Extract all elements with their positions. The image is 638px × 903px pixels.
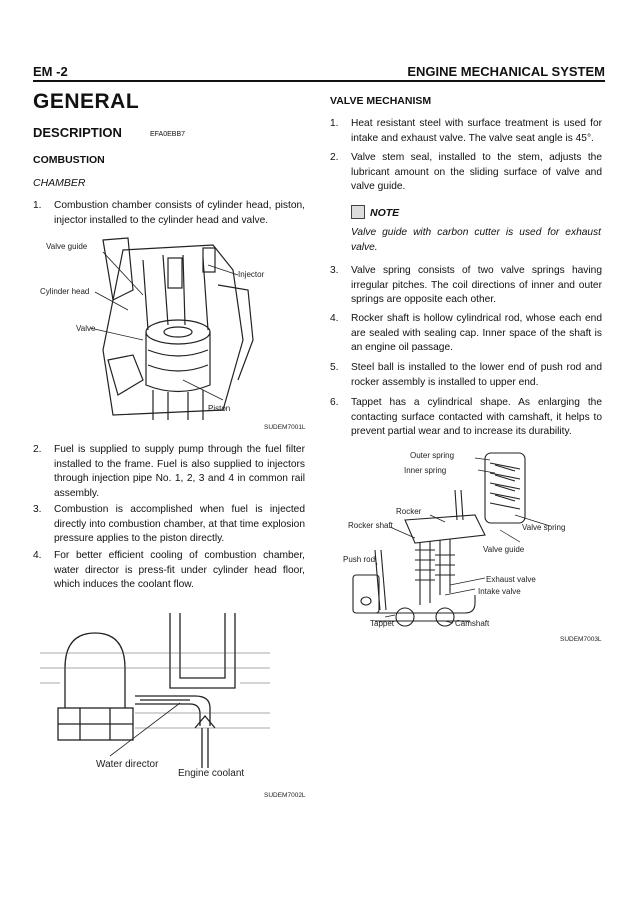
label-camshaft: Camshaft [455,619,490,628]
page-title: GENERAL [33,90,140,113]
label-outer-spring: Outer spring [410,451,455,460]
label-push-rod: Push rod [343,555,376,564]
description-heading: DESCRIPTION [33,125,122,140]
label-piston: Piston [208,404,231,413]
figure-code: SUDEM7002L [264,792,306,799]
description-code: EFA0EBB7 [150,131,186,138]
item-text: Heat resistant steel with surface treatment is used for intake and exhaust valve. The valve seat angle is 45°. [351,118,602,144]
label-rocker: Rocker [396,507,422,516]
item-text: Steel ball is installed to the lower end of push rod and rocker assembly is installed to upper end. [351,362,602,388]
item-number: 2. [330,152,339,163]
chapter-title: ENGINE MECHANICAL SYSTEM [407,64,605,79]
item-text: Combustion is accomplished when fuel is injected directly into combustion chamber, at that time explosion pressure applies to the piston directly. [54,504,305,544]
valve-mechanism-figure [335,445,605,635]
list-item [330,117,602,146]
item-number: 3. [330,265,339,276]
list-item [33,503,305,547]
combustion-heading: COMBUSTION [33,154,105,166]
item-number: 4. [330,313,339,324]
label-inner-spring: Inner spring [404,466,447,475]
note-text: Valve guide with carbon cutter is used for exhaust valve. [351,227,601,253]
list-item [330,312,602,356]
item-text: Rocker shaft is hollow cylindrical rod, whose each end are sealed with sealing cap. Inner space of the shaft is an engine oil passage. [351,313,602,353]
list-item [330,396,602,440]
label-tappet: Tappet [370,619,395,628]
chamber-subheading: CHAMBER [33,177,86,189]
item-text: Valve stem seal, installed to the stem, adjusts the lubricant amount on the sliding surface of valve and valve guide. [351,152,602,192]
item-text: Valve spring consists of two valve springs having irregular pitches. The coil directions of inner and outer springs are opposite each other. [351,265,602,305]
valve-mechanism-heading: VALVE MECHANISM [330,95,432,107]
item-text: Tappet has a cylindrical shape. As enlarging the contacting surface contacted with camshaft, it helps to prevent partial wear and to increase its durability. [351,397,602,437]
label-rocker-shaft: Rocker shaft [348,521,393,530]
list-item [330,264,602,308]
item-number: 3. [33,504,42,515]
note-label: NOTE [370,207,400,219]
label-engine-coolant: Engine coolant [178,768,245,779]
label-cylinder-head: Cylinder head [40,287,90,296]
list-item [33,199,305,228]
label-water-director: Water director [96,759,159,770]
water-director-figure [40,608,280,783]
header-rule [33,80,605,82]
figure-code: SUDEM7001L [264,424,306,431]
list-item [33,549,305,593]
figure-code: SUDEM7003L [560,636,602,643]
item-number: 6. [330,397,339,408]
label-valve-spring: Valve spring [522,523,566,532]
label-exhaust-valve: Exhaust valve [486,575,536,584]
list-item [330,361,602,390]
list-item [330,151,602,195]
page-number: EM -2 [33,64,68,79]
item-number: 1. [33,200,42,211]
label-valve: Valve [76,324,96,333]
item-number: 2. [33,444,42,455]
item-number: 4. [33,550,42,561]
item-text: Combustion chamber consists of cylinder head, piston, injector installed to the cylinder head and valve. [54,200,305,226]
label-injector: Injector [238,270,265,279]
item-number: 1. [330,118,339,129]
label-intake-valve: Intake valve [478,587,521,596]
label-valve-guide-2: Valve guide [483,545,525,554]
list-item [33,443,305,501]
item-number: 5. [330,362,339,373]
combustion-chamber-figure [33,230,308,425]
item-text: For better efficient cooling of combustion chamber, water director is press-fit under cylinder head floor, which induces the coolant flow. [54,550,305,590]
note-icon [351,205,365,219]
label-valve-guide: Valve guide [46,242,88,251]
item-text: Fuel is supplied to supply pump through the fuel filter installed to the frame. Fuel is also supplied to injectors through injection pipe No. 1, 2, 3 and 4 in common rail assembly. [54,444,305,499]
